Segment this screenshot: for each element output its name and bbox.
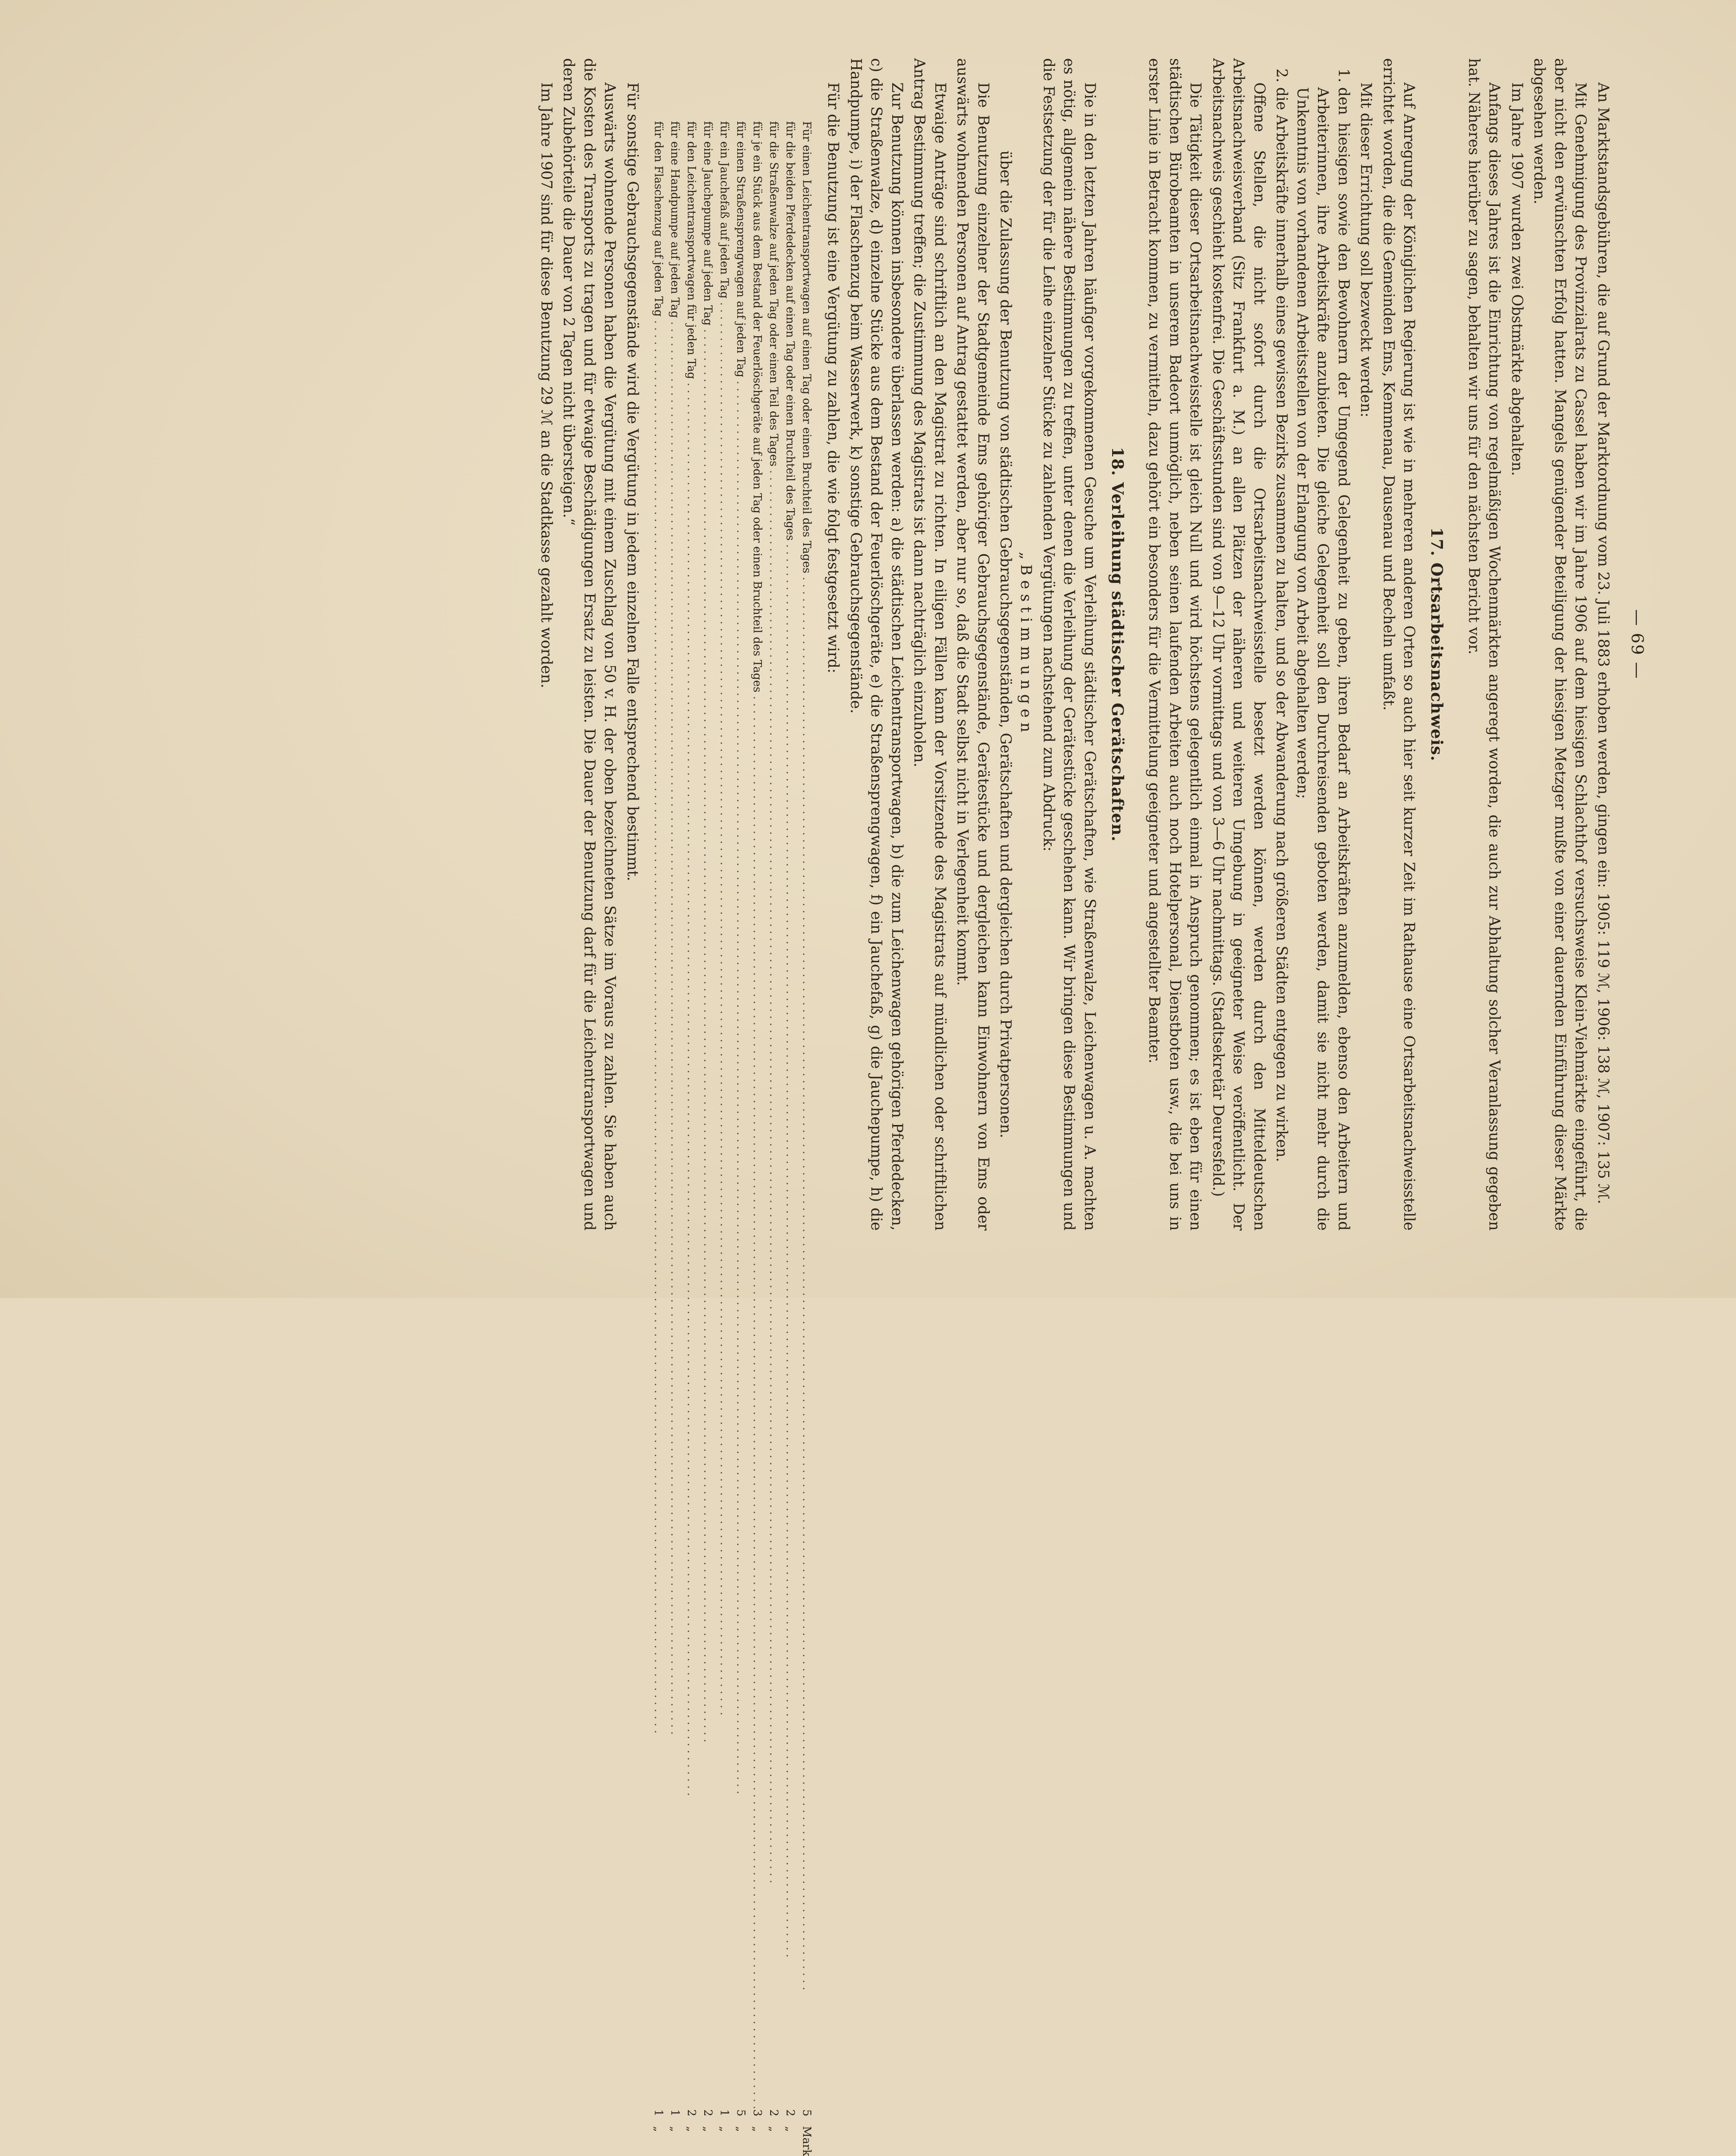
section-18-paragraph: Zur Benutzung können insbesondere überlassen werden: a) die städtischen Leichentransportwagen, b) die zum Leichenwagen gehörigen Pferdedecken, c) die Straßenwalze, d) einzelne Stücke aus dem Bestand der Feuerlöschgeräte, e) die Straßensprengwagen, f) ein Jauchefaß, g) die Jauchepumpe, h) die Handpumpe, i) der Flaschenzug beim Wasserwerk, k) sonstige Gebrauchsgegenstände. xyxy=(847,58,905,1231)
fee-unit: „ xyxy=(734,2126,747,2132)
table-row xyxy=(765,121,782,2156)
list-item: 1. den hiesigen sowie den Bewohnern der Umgegend Gelegenheit zu geben, ihren Bedarf an Arbeitskräften anzumelden, ebenso den Arbeitern und Arbeiterinnen, ihre Arbeitskräfte anzubieten. Die gleiche Gelegenheit soll den Durchreisenden geboten werden, damit sie nicht mehr durch die Unkenntnis von vorhandenen Arbeitsstellen von der Erlangung von Arbeit abgehalten werden; xyxy=(1292,87,1354,1231)
paragraph-weekly-markets: Anfangs dieses Jahres ist die Einrichtung von regelmäßigen Wochenmärkten angeregt worden, die auch zur Abhaltung solcher Veranlassung gegeben hat. Näheres hierüber zu sagen, behalten wir uns für den nächsten Bericht vor. xyxy=(1465,58,1503,1231)
section-17-paragraph: Offene Stellen, die nicht sofort durch die Ortsarbeitsnachweisstelle besetzt werden können, werden durch den Mitteldeutschen Arbeitsnachweisverband (Sitz Frankfurt a. M.) an allen Plätzen der näheren und weiteren Umgebung in geeigneter Weise veröffentlicht. Der Arbeitsnachweis geschieht kostenfrei. Die Geschäftsstunden sind von 9—12 Uhr vormittags und von 3—6 Uhr nachmittags. (Stadtsekretär Deuresfeld.) xyxy=(1209,58,1268,1231)
section-18-paragraph: Etwaige Anträge sind schriftlich an den Magistrat zu richten. In eiligen Fällen kann der Vorsitzende des Magistrats auf mündlichen oder schriftlichen Antrag Bestimmung treffen; die Zustimmung des Magistrats ist dann nachträglich einzuholen. xyxy=(911,58,948,1231)
fee-unit: „ xyxy=(751,2126,763,2132)
dot-leader: . . . . . . . . . . . . . . . . . . . . . . . . . . . . . . . . . . . . . . . . . . . . . . . . . . . . . . . . . . . . . . . . . . . . . . . . . . . . . . . . . . . . . . . . . . . . . . . . . . . . . . . . . . . . . . . . . . . . . . . . . . . . . . . . . . . . . . . . . . . . . . . . . . . . . . . . . . . . . . . . . . . . . . . . . . . . . . . . . . . . . . . . . . . . . . . . . . . . . . . . xyxy=(784,540,796,1958)
paragraph-livestock-markets: Mit Genehmigung des Provinzialrats zu Cassel haben wir im Jahre 1906 auf dem hiesigen Schlachthof versuchsweise Klein-Viehmärkte eingeführt, die aber nicht den erwünschten Erfolg hatten. Mangels genügender Beteiligung der hiesigen Metzger mußte von einer dauernden Einführung dieser Märkte abgesehen werden. xyxy=(1531,58,1589,1231)
fee-item-label: für die Straßenwalze auf jeden Tag oder einen Teil des Tages xyxy=(767,121,780,467)
fee-item-label: Für einen Leichentransportwagen auf einen Tag oder einen Bruchteil des Tages xyxy=(800,121,813,574)
dot-leader: . . . . . . . . . . . . . . . . . . . . . . . . . . . . . . . . . . . . . . . . . . . . . . . . . . . . . . . . . . . . . . . . . . . . . . . . . . . . . . . . . . . . . . . . . . . . . . . . . . . . . . . . . . . . . . . . . . . . . . . . . . . . . . . . . . . . . . . . . . . . . . . . . . . . . . . . . . . . . . . . . . . . . . . . . . . . . . . . . . . . . . . . . . . . . . . . . . . . . . . . xyxy=(767,466,780,1884)
dot-leader: . . . . . . . . . . . . . . . . . . . . . . . . . . . . . . . . . . . . . . . . . . . . . . . . . . . . . . . . . . . . . . . . . . . . . . . . . . . . . . . . . . . . . . . . . . . . . . . . . . . . . . . . . . . . . . . . . . . . . . . . . . . . . . . . . . . . . . . . . . . . . . . . . . . . . . . . . . . . . . . . . . . . . . . . . . . . . . . . . . . . . . . . . . . . . . . . . . . . . . . . xyxy=(800,573,813,1990)
dot-leader: . . . . . . . . . . . . . . . . . . . . . . . . . . . . . . . . . . . . . . . . . . . . . . . . . . . . . . . . . . . . . . . . . . . . . . . . . . . . . . . . . . . . . . . . . . . . . . . . . . . . . . . . . . . . . . . . . . . . . . . . . . . . . . . . . . . . . . . . . . . . . . . . . . . . . . . . . . . . . . . . . . . . . . . . . . . . . . . . . . . . . . . . . . . . . . . . . . . . . . . . xyxy=(734,377,747,1795)
fee-unit: „ xyxy=(668,2126,681,2132)
fee-amount: 2 xyxy=(685,2109,698,2117)
table-row xyxy=(749,121,765,2156)
fee-item-label: für je ein Stück aus dem Bestand der Feuerlöschgeräte auf jeden Tag oder einen Bruchteil des Tages xyxy=(751,121,763,693)
fee-amount: 3 xyxy=(751,2109,763,2117)
paragraph-fruit-markets: Im Jahre 1907 wurden zwei Obstmärkte abgehalten. xyxy=(1508,82,1525,476)
table-row xyxy=(699,121,716,2156)
fee-unit: „ xyxy=(652,2126,665,2132)
fee-unit: „ xyxy=(784,2126,796,2132)
section-18-paragraph: Die in den letzten Jahren häufiger vorgekommenen Gesuche um Verleihung städtischer Gerätschaften, wie Straßenwalze, Leichenwagen u. A. machten es nötig, allgemein nähere Bestimmungen zu treffen, unter denen die Verleihung der Gerätestücke geschehen kann. Wir bringen diese Bestimmungen und die Festsetzung der für die Leihe einzelner Stücke zu zahlenden Vergütungen nachstehend zum Abdruck: xyxy=(1040,58,1098,1231)
section-18-paragraph: Für sonstige Gebrauchsgegenstände wird die Vergütung in jedem einzelnen Falle entsprechend bestimmt. xyxy=(624,82,641,881)
dot-leader: . . . . . . . . . . . . . . . . . . . . . . . . . . . . . . . . . . . . . . . . . . . . . . . . . . . . . . . . . . . . . . . . . . . . . . . . . . . . . . . . . . . . . . . . . . . . . . . . . . . . . . . . . . . . . . . . . . . . . . . . . . . . . . . . . . . . . . . . . . . . . . . . . . . . . . . . . . . . . . . . . . . . . . . . . . . . . . . . . . . . . . . . . . . . . . . . . . . . . . . . xyxy=(652,316,665,1734)
dot-leader: . . . . . . . . . . . . . . . . . . . . . . . . . . . . . . . . . . . . . . . . . . . . . . . . . . . . . . . . . . . . . . . . . . . . . . . . . . . . . . . . . . . . . . . . . . . . . . . . . . . . . . . . . . . . . . . . . . . . . . . . . . . . . . . . . . . . . . . . . . . . . . . . . . . . . . . . . . . . . . . . . . . . . . . . . . . . . . . . . . . . . . . . . . . . . . . . . . . . . . . . xyxy=(668,318,681,1735)
fee-item-label: für einen Straßensprengwagen auf jeden Tag xyxy=(734,121,747,377)
section-18-paragraph: Im Jahre 1907 sind für diese Benutzung 29 ℳ an die Stadtkasse gezahlt worden. xyxy=(538,82,555,688)
section-17-heading: 17. Ortsarbeitsnachweis. xyxy=(1427,527,1447,762)
fee-unit: „ xyxy=(685,2126,698,2132)
fee-item-label: für die beiden Pferdedecken auf einen Tag oder einen Bruchteil des Tages xyxy=(784,121,796,541)
fee-item-label: für den Flaschenzug auf jeden Tag xyxy=(652,121,665,317)
section-18-paragraph: Für die Benutzung ist eine Vergütung zu zahlen, die wie folgt festgesetzt wird: xyxy=(824,82,842,673)
table-row xyxy=(683,121,699,2156)
fee-amount: 1 xyxy=(718,2109,730,2117)
fee-unit: „ xyxy=(767,2126,780,2132)
section-17-purpose-list xyxy=(1271,58,1353,1231)
dot-leader: . . . . . . . . . . . . . . . . . . . . . . . . . . . . . . . . . . . . . . . . . . . . . . . . . . . . . . . . . . . . . . . . . . . . . . . . . . . . . . . . . . . . . . . . . . . . . . . . . . . . . . . . . . . . . . . . . . . . . . . . . . . . . . . . . . . . . . . . . . . . . . . . . . . . . . . . . . . . . . . . . . . . . . . . . . . . . . . . . . . . . . . . . . . . . . . . . . . . . . . . xyxy=(751,692,763,2109)
fee-amount: 2 xyxy=(701,2109,714,2117)
fee-item-label: für den Leichentransportwagen für jeden Tag xyxy=(685,121,698,379)
table-row xyxy=(732,121,749,2156)
list-item: 2. die Arbeitskräfte innerhalb eines gewissen Bezirks zusammen zu halten, und so der Abwanderung nach größeren Städten entgegen zu wirken. xyxy=(1271,87,1292,1231)
fee-item-label: für eine Jauchepumpe auf jeden Tag xyxy=(701,121,714,326)
fee-amount: 2 xyxy=(784,2109,796,2117)
fee-amount: 1 xyxy=(668,2109,681,2117)
fee-table xyxy=(650,121,815,2156)
page-number: — 69 — xyxy=(1628,609,1647,680)
fee-unit: „ xyxy=(701,2126,714,2132)
rotated-page-content xyxy=(97,58,1647,2156)
fee-amount: 1 xyxy=(652,2109,665,2117)
dot-leader: . . . . . . . . . . . . . . . . . . . . . . . . . . . . . . . . . . . . . . . . . . . . . . . . . . . . . . . . . . . . . . . . . . . . . . . . . . . . . . . . . . . . . . . . . . . . . . . . . . . . . . . . . . . . . . . . . . . . . . . . . . . . . . . . . . . . . . . . . . . . . . . . . . . . . . . . . . . . . . . . . . . . . . . . . . . . . . . . . . . . . . . . . . . . . . . . . . . . . . . . xyxy=(718,298,730,1716)
dot-leader: . . . . . . . . . . . . . . . . . . . . . . . . . . . . . . . . . . . . . . . . . . . . . . . . . . . . . . . . . . . . . . . . . . . . . . . . . . . . . . . . . . . . . . . . . . . . . . . . . . . . . . . . . . . . . . . . . . . . . . . . . . . . . . . . . . . . . . . . . . . . . . . . . . . . . . . . . . . . . . . . . . . . . . . . . . . . . . . . . . . . . . . . . . . . . . . . . . . . . . . . xyxy=(701,325,714,1743)
table-row xyxy=(782,121,798,2156)
table-row xyxy=(650,121,666,2156)
table-row xyxy=(716,121,732,2156)
table-row xyxy=(666,121,683,2156)
fee-unit: Mark xyxy=(800,2126,813,2156)
section-17-purpose-intro: Mit dieser Errichtung soll bezweckt werden: xyxy=(1357,82,1375,418)
regulations-subtitle: über die Zulassung der Benutzung von städtischen Gebrauchsgegenständen, Gerätschaften und dergleichen durch Privatpersonen. xyxy=(997,150,1014,1139)
section-18-paragraph: Auswärts wohnende Personen haben die Vergütung mit einem Zuschlag von 50 v. H. der oben bezeichneten Sätze im Voraus zu zahlen. Sie haben auch die Kosten des Transports zu tragen und für etwaige Beschädigungen Ersatz zu leisten. Die Dauer der Benutzung darf für die Leichentransportwagen und deren Zubehörteile die Dauer von 2 Tagen nicht übersteigen.“ xyxy=(560,58,619,1231)
section-18-heading: 18. Verleihung städtischer Gerätschaften. xyxy=(1108,447,1127,842)
fee-amount: 2 xyxy=(767,2109,780,2117)
fee-unit: „ xyxy=(718,2126,730,2132)
paragraph-market-fees: An Marktstandsgebühren, die auf Grund der Marktordnung vom 23. Juli 1883 erhoben werden, gingen ein: 1905: 119 ℳ, 1906: 138 ℳ, 1907: 135 ℳ. xyxy=(1595,82,1612,1204)
section-17-intro: Auf Anregung der Königlichen Regierung ist wie in mehreren anderen Orten so auch hier seit kurzer Zeit im Rathause eine Ortsarbeitsnachweisstelle errichtet worden, die die Gemeinden Ems, Kemmenau, Dausenau und Becheln umfaßt. xyxy=(1380,58,1418,1231)
section-18-paragraph: Die Benutzung einzelner der Stadtgemeinde Ems gehöriger Gebrauchsgegenstände, Gerätestücke und dergleichen kann Einwohnern von Ems oder auswärts wohnenden Personen auf Antrag gestattet werden, aber nur so, daß die Stadt selbst nicht in Verlegenheit kommt. xyxy=(954,58,992,1231)
dot-leader: . . . . . . . . . . . . . . . . . . . . . . . . . . . . . . . . . . . . . . . . . . . . . . . . . . . . . . . . . . . . . . . . . . . . . . . . . . . . . . . . . . . . . . . . . . . . . . . . . . . . . . . . . . . . . . . . . . . . . . . . . . . . . . . . . . . . . . . . . . . . . . . . . . . . . . . . . . . . . . . . . . . . . . . . . . . . . . . . . . . . . . . . . . . . . . . . . . . . . . . . xyxy=(685,379,698,1796)
fee-item-label: für ein Jauchefaß auf jeden Tag xyxy=(718,121,730,299)
fee-item-label: für eine Handpumpe auf jeden Tag xyxy=(668,121,681,318)
fee-amount: 5 xyxy=(734,2109,747,2117)
fee-amount: 5 xyxy=(800,2109,813,2117)
section-17-paragraph: Die Tätigkeit dieser Ortsarbeitsnachweisstelle ist gleich Null und wird höchstens gelegentlich einmal in Anspruch genommen; es ist eben für einen städtischen Bürobeamten in unserem Badeort unmöglich, neben seinen laufenden Arbeiten auch noch Hotelpersonal, Dienstboten usw., die bei uns in erster Linie in Betracht kommen, zu vermitteln, dazu gehört ein besonders für die Vermittelung geeigneter und angestellter Beamter. xyxy=(1146,58,1204,1231)
regulations-title: „Bestimmungen xyxy=(1017,551,1035,737)
table-row xyxy=(798,121,815,2156)
